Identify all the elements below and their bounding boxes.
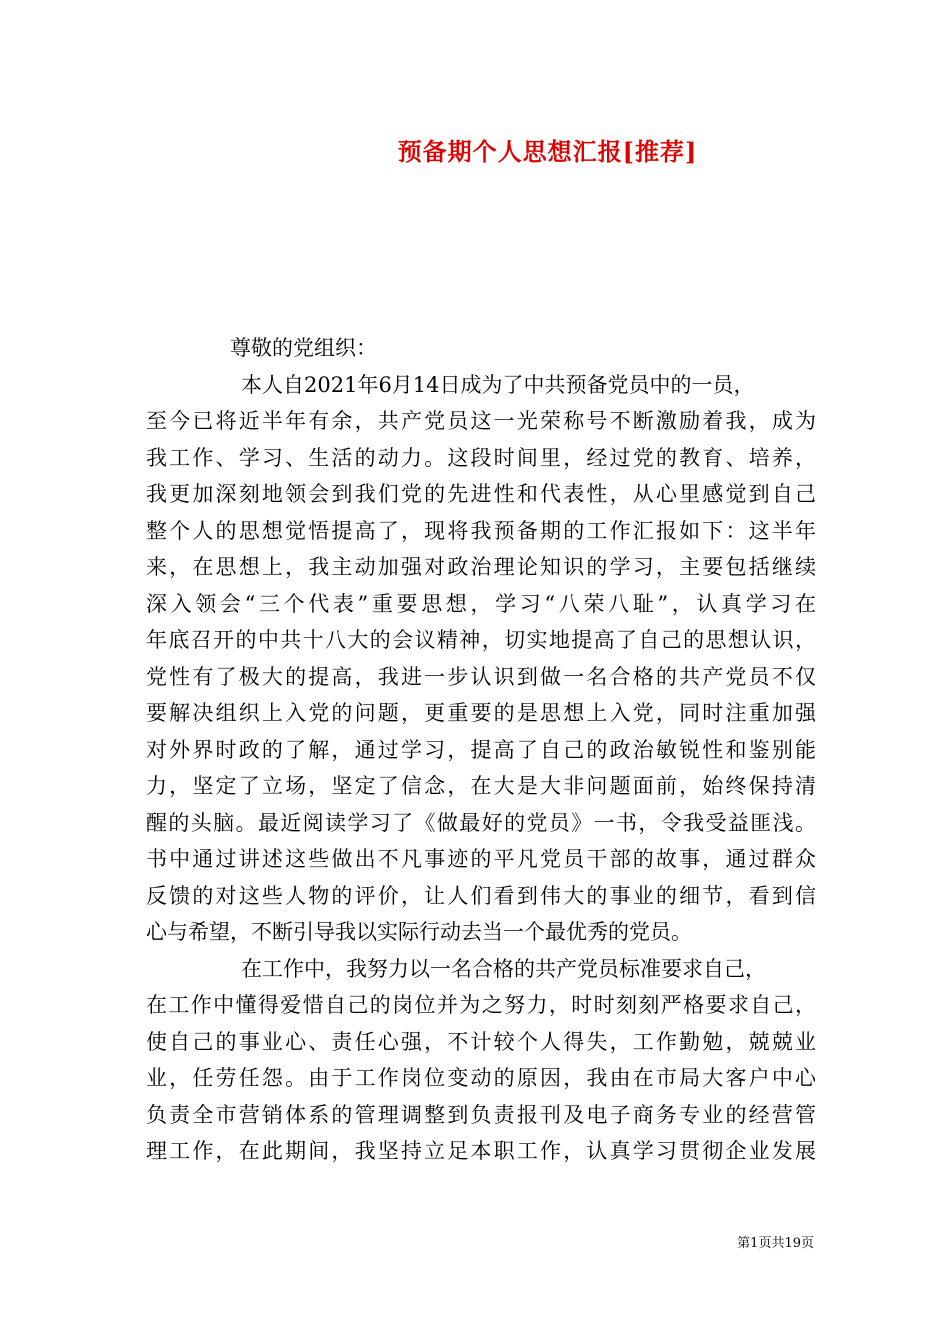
- paragraph-line: 反馈的对这些人物的评价，让人们看到伟大的事业的细节，看到信: [146, 883, 816, 908]
- paragraph-line: 在工作中懂得爱惜自己的岗位并为之努力，时时刻刻严格要求自己，: [146, 993, 816, 1017]
- paragraph-line: 本人自2021年6月14日成为了中共预备党员中的一员，: [241, 372, 755, 397]
- paragraph-line: 党性有了极大的提高，我进一步认识到做一名合格的共产党员不仅: [146, 664, 816, 689]
- paragraph-line: 理工作，在此期间，我坚持立足本职工作，认真学习贯彻企业发展: [146, 1139, 816, 1163]
- paragraph-1: [146, 367, 816, 951]
- paragraph-line: 心与希望，不断引导我以实际行动去当一个最优秀的党员。: [146, 920, 692, 944]
- paragraph-line: 我更加深刻地领会到我们党的先进性和代表性，从心里感觉到自己: [146, 482, 816, 506]
- paragraph-line: 力，坚定了立场，坚定了信念，在大是大非问题面前，始终保持清: [146, 774, 816, 798]
- paragraph-line: 整个人的思想觉悟提高了，现将我预备期的工作汇报如下：这半年: [146, 518, 816, 543]
- paragraph-line: 书中通过讲述这些做出不凡事迹的平凡党员干部的故事，通过群众: [146, 847, 816, 871]
- paragraph-line: 我工作、学习、生活的动力。这段时间里，经过党的教育、培养，: [146, 445, 816, 470]
- paragraph-line: 年底召开的中共十八大的会议精神，切实地提高了自己的思想认识，: [146, 628, 816, 652]
- paragraph-line: 负责全市营销体系的管理调整到负责报刊及电子商务专业的经营管: [146, 1102, 816, 1127]
- salutation: 尊敬的党组织：: [230, 336, 377, 360]
- paragraph-line: 使自己的事业心、责任心强，不计较个人得失，工作勤勉，兢兢业: [146, 1029, 816, 1054]
- paragraph-line: 醒的头脑。最近阅读学习了《做最好的党员》一书，令我受益匪浅。: [146, 810, 816, 835]
- paragraph-line: 在工作中，我努力以一名合格的共产党员标准要求自己，: [241, 956, 766, 981]
- paragraph-line: 对外界时政的了解，通过学习，提高了自己的政治敏锐性和鉴别能: [146, 737, 816, 762]
- paragraph-line: 要解决组织上入党的问题，更重要的是思想上入党，同时注重加强: [146, 701, 816, 725]
- document-body: [146, 330, 816, 1170]
- paragraph-2: [146, 951, 816, 1170]
- paragraph-line: 来，在思想上，我主动加强对政治理论知识的学习，主要包括继续: [146, 555, 816, 579]
- page-number: 第1页共19页: [737, 1236, 814, 1251]
- paragraph-line: 深入领会“三个代表”重要思想，学习“八荣八耻”，认真学习在: [146, 591, 816, 616]
- paragraph-line: 至今已将近半年有余，共产党员这一光荣称号不断激励着我，成为: [146, 409, 816, 433]
- document-title: 预备期个人思想汇报[推荐]: [397, 137, 698, 166]
- paragraph-line: 业，任劳任怨。由于工作岗位变动的原因，我由在市局大客户中心: [146, 1066, 816, 1090]
